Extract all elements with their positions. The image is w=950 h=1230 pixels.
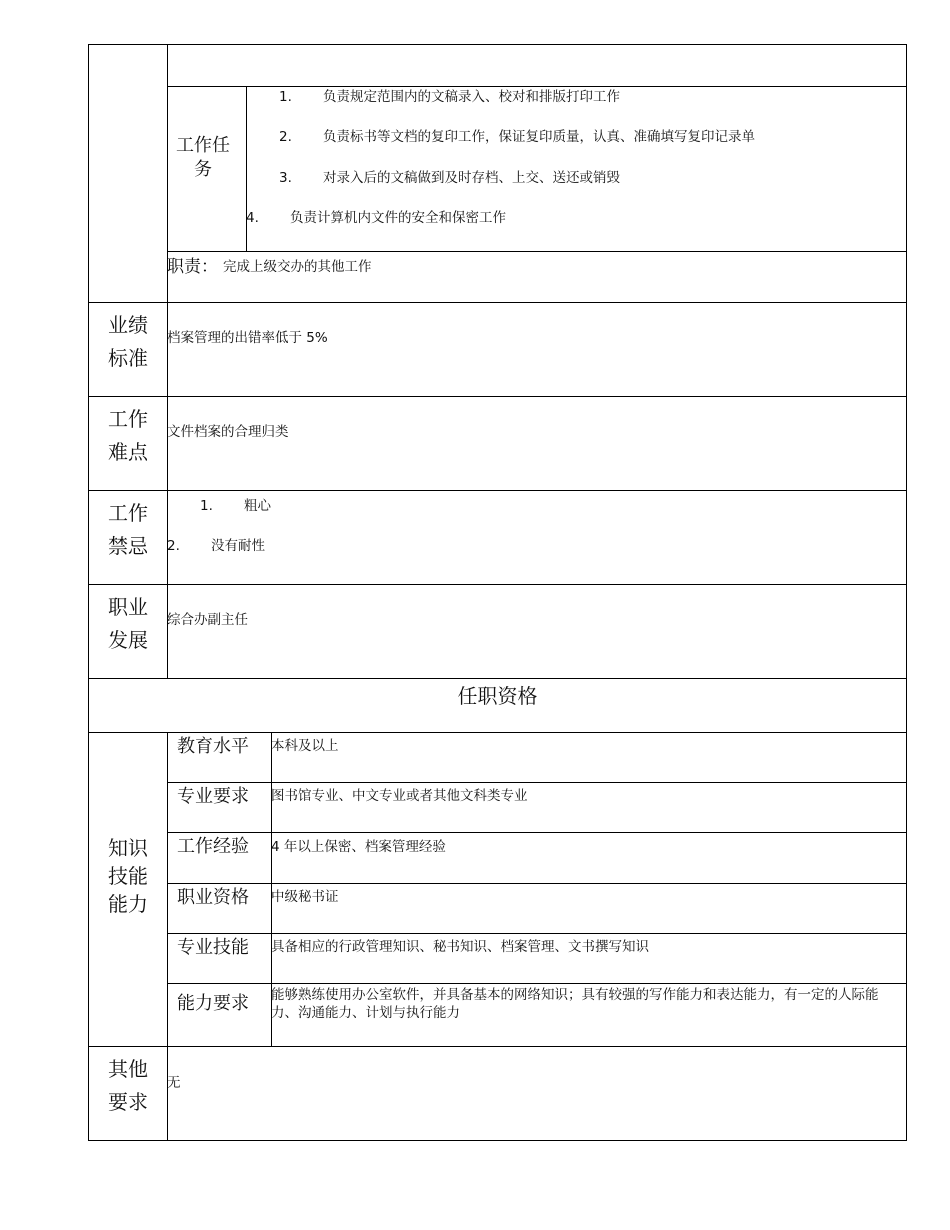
ksa-row-label: 教育水平	[177, 736, 249, 757]
taboo-text: 没有耐性	[211, 538, 265, 554]
task-text: 负责标书等文档的复印工作，保证复印质量，认真、准确填写复印记录单	[323, 129, 755, 145]
taboo-text: 粗心	[244, 498, 271, 514]
task-text: 对录入后的文稿做到及时存档、上交、送还或销毁	[323, 170, 620, 186]
performance-text: 档案管理的出错率低于 5%	[167, 330, 328, 346]
other-label: 其他要求	[108, 1057, 148, 1114]
ksa-row-value: 本科及以上	[271, 738, 339, 754]
task-number: 1.	[279, 89, 292, 105]
tasks-label: 工作任务	[176, 135, 230, 180]
ksa-row-label: 工作经验	[177, 836, 249, 857]
responsibility-label: 职责：	[167, 257, 218, 277]
ksa-row-label: 专业要求	[177, 786, 249, 807]
career-text: 综合办副主任	[167, 612, 248, 628]
ksa-row-label: 专业技能	[177, 937, 249, 958]
ksa-row-value: 中级秘书证	[271, 889, 339, 905]
ksa-label: 知识技能能力	[108, 836, 148, 916]
task-number: 4.	[246, 210, 259, 226]
task-number: 2.	[279, 129, 292, 145]
ksa-row-label: 职业资格	[177, 887, 249, 908]
ksa-row-label: 能力要求	[177, 993, 249, 1014]
performance-label: 业绩标准	[108, 313, 148, 370]
career-label: 职业发展	[108, 595, 148, 652]
qualification-title: 任职资格	[457, 684, 538, 708]
task-number: 3.	[279, 170, 292, 186]
taboos-label: 工作禁忌	[108, 501, 148, 558]
task-text: 负责计算机内文件的安全和保密工作	[290, 210, 506, 226]
taboo-number: 2.	[167, 538, 180, 554]
ksa-row-value: 图书馆专业、中文专业或者其他文科类专业	[271, 788, 528, 804]
taboo-number: 1.	[200, 498, 213, 514]
difficulty-text: 文件档案的合理归类	[167, 424, 289, 440]
other-text: 无	[167, 1075, 181, 1091]
ksa-row-value: 4 年以上保密、档案管理经验	[271, 839, 446, 855]
responsibility-text: 完成上级交办的其他工作	[223, 259, 372, 275]
task-text: 负责规定范围内的文稿录入、校对和排版打印工作	[323, 89, 620, 105]
difficulty-label: 工作难点	[108, 407, 148, 464]
ksa-row-value: 具备相应的行政管理知识、秘书知识、档案管理、文书撰写知识	[271, 939, 649, 955]
ksa-row-value: 能够熟练使用办公室软件，并具备基本的网络知识；具有较强的写作能力和表达能力，有一定的人际能力、沟通能力、计划与执行能力	[271, 987, 879, 1021]
